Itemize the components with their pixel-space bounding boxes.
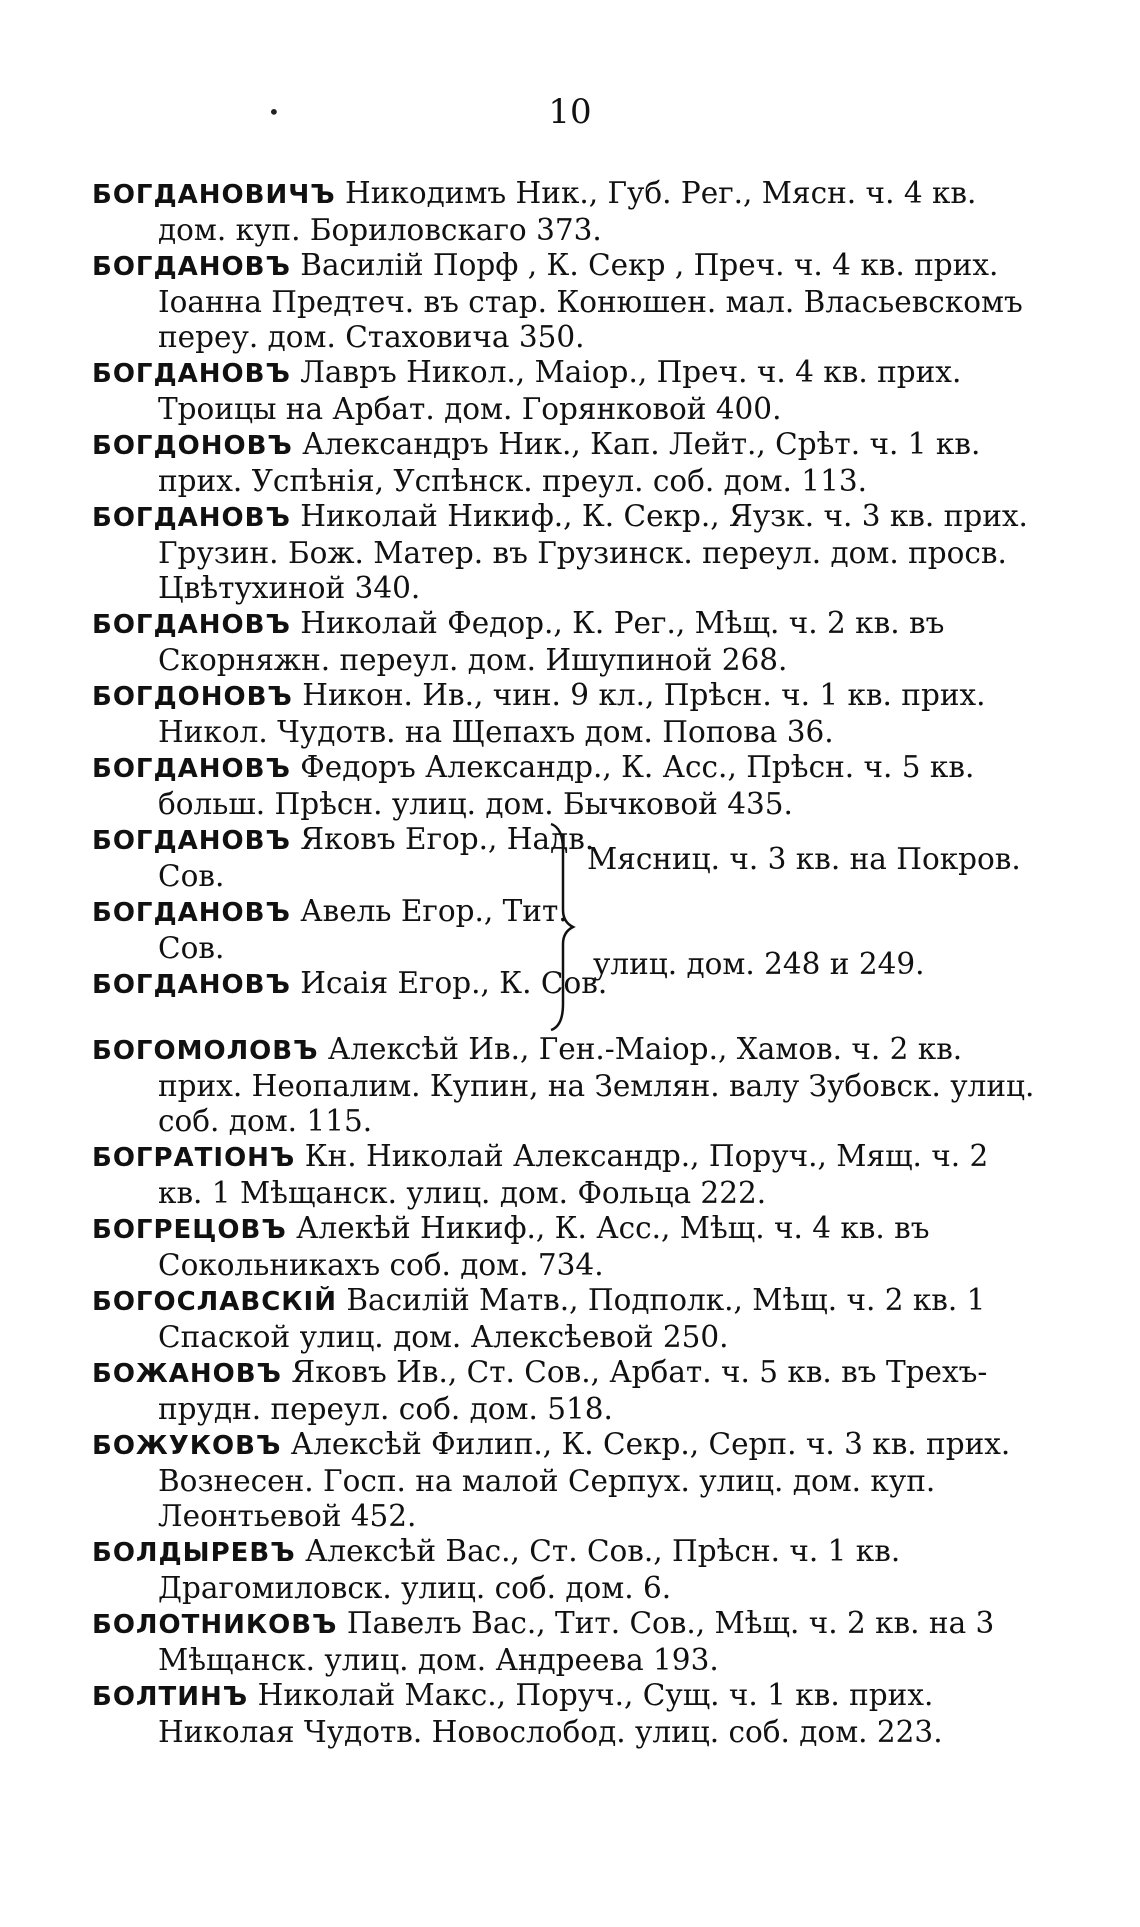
directory-entry [92,1427,1040,1534]
entry-details: Кн. Николай Александр., Поруч., Мящ. ч. 2 кв. 1 Мѣщанск. улиц. дом. Фольца 222. [158,1139,989,1210]
page-dot-mark: • [268,100,280,124]
entry-details: Никодимъ Ник., Губ. Рег., Мясн. ч. 4 кв. дом. куп. Бориловскаго 373. [158,176,977,247]
grouped-entries [92,822,1040,1032]
entry-surname: БОЛОТНИКОВЪ [92,1610,338,1640]
entry-surname: БОГРАТІОНЪ [92,1143,296,1173]
directory-entry [92,1534,1040,1606]
directory-entry [92,1211,1040,1283]
directory-entries [92,176,1040,1750]
entry-details: Алексѣй Вас., Ст. Сов., Прѣсн. ч. 1 кв. Драгомиловск. улиц. соб. дом. 6. [158,1534,901,1605]
right-brace-icon [547,822,577,1032]
entry-surname: БОГДАНОВИЧЪ [92,180,336,210]
entry-details: Алексѣй Ив., Ген.-Маіор., Хамов. ч. 2 кв. прих. Неопалим. Купин, на Землян. валу Зубовск. улиц. соб. дом. 115. [158,1032,1035,1138]
directory-entry [92,1355,1040,1427]
entry-details: Яковъ Егор., Надв. Сов. [158,822,595,893]
entry-surname: БОГДАНОВЪ [92,610,291,640]
directory-entry [92,1032,1040,1139]
entry-surname: БОГДАНОВЪ [92,359,291,389]
entries-after-group [92,1032,1040,1750]
entry-surname: БОЖАНОВЪ [92,1359,282,1389]
directory-entry [92,750,1040,822]
entry-details: Алекѣй Никиф., К. Асс., Мѣщ. ч. 4 кв. въ Сокольникахъ соб. дом. 734. [158,1211,930,1282]
directory-entry [92,427,1040,499]
entry-details: Федоръ Александр., К. Асс., Прѣсн. ч. 5 кв. больш. Прѣсн. улиц. дом. Бычковой 435. [158,750,975,821]
entry-surname: БОЖУКОВЪ [92,1431,282,1461]
entry-details: Василій Порф , К. Секр , Преч. ч. 4 кв. прих. Іоанна Предтеч. въ стар. Конюшен. мал. Власьевскомъ переу. дом. Стаховича 350. [158,248,1023,354]
entry-surname: БОЛДЫРЕВЪ [92,1538,296,1568]
entry-surname: БОГОСЛАВСКІЙ [92,1287,337,1317]
directory-entry [92,1678,1040,1750]
entry-details: Авель Егор., Тит. Сов. [158,894,568,965]
entry-surname: БОГДАНОВЪ [92,826,291,856]
entry-details: Павелъ Вас., Тит. Сов., Мѣщ. ч. 2 кв. на 3 Мѣщанск. улиц. дом. Андреева 193. [158,1606,995,1677]
entry-details: Яковъ Ив., Ст. Сов., Арбат. ч. 5 кв. въ Трехъ-прудн. переул. соб. дом. 518. [158,1355,988,1426]
entry-surname: БОГДОНОВЪ [92,431,293,461]
entries-before-group [92,176,1040,822]
entry-details: Николай Федор., К. Рег., Мѣщ. ч. 2 кв. въ Скорняжн. переул. дом. Ишупиной 268. [158,606,945,677]
entry-details: Василій Матв., Подполк., Мѣщ. ч. 2 кв. 1 Спаской улиц. дом. Алексѣевой 250. [158,1283,986,1354]
entry-details: Николай Макс., Поруч., Сущ. ч. 1 кв. прих. Николая Чудотв. Новослобод. улиц. соб. дом. 223. [158,1678,943,1749]
directory-entry [92,499,1040,606]
entry-surname: БОГОМОЛОВЪ [92,1036,319,1066]
entry-details: Алексѣй Филип., К. Секр., Серп. ч. 3 кв. прих. Вознесен. Госп. на малой Серпух. улиц. дом. куп. Леонтьевой 452. [158,1427,1011,1533]
shared-address-line-2: улиц. дом. 248 и 249. [593,947,925,981]
directory-entry [92,606,1040,678]
entry-details: Николай Никиф., К. Секр., Яузк. ч. 3 кв. прих. Грузин. Бож. Матер. въ Грузинск. переул. дом. просв. Цвѣтухиной 340. [158,499,1028,605]
grouped-shared-address [587,842,1047,982]
entry-details: Лавръ Никол., Маіор., Преч. ч. 4 кв. прих. Троицы на Арбат. дом. Горянковой 400. [158,355,962,426]
directory-entry [92,678,1040,750]
entry-surname: БОГДАНОВЪ [92,898,291,928]
directory-entry [92,355,1040,427]
directory-entry [92,1606,1040,1678]
directory-entry [92,176,1040,248]
directory-entry [92,248,1040,355]
entry-surname: БОГДАНОВЪ [92,970,291,1000]
entry-details: Александръ Ник., Кап. Лейт., Срѣт. ч. 1 кв. прих. Успѣнія, Успѣнск. преул. соб. дом. 113. [158,427,981,498]
entry-surname: БОГДАНОВЪ [92,503,291,533]
entry-surname: БОГДАНОВЪ [92,252,291,282]
entry-details: Исаія Егор., К. Сов. [300,966,608,1000]
shared-address-line-1: Мясниц. ч. 3 кв. на Покров. [587,842,1021,876]
entry-surname: БОГРЕЦОВЪ [92,1215,287,1245]
entry-surname: БОГДАНОВЪ [92,754,291,784]
directory-entry [92,1283,1040,1355]
entry-details: Никон. Ив., чин. 9 кл., Прѣсн. ч. 1 кв. прих. Никол. Чудотв. на Щепахъ дом. Попова 36. [158,678,986,749]
entry-surname: БОГДОНОВЪ [92,682,293,712]
entry-surname: БОЛТИНЪ [92,1682,249,1712]
directory-entry [92,1139,1040,1211]
page-number: 10 [548,92,592,132]
